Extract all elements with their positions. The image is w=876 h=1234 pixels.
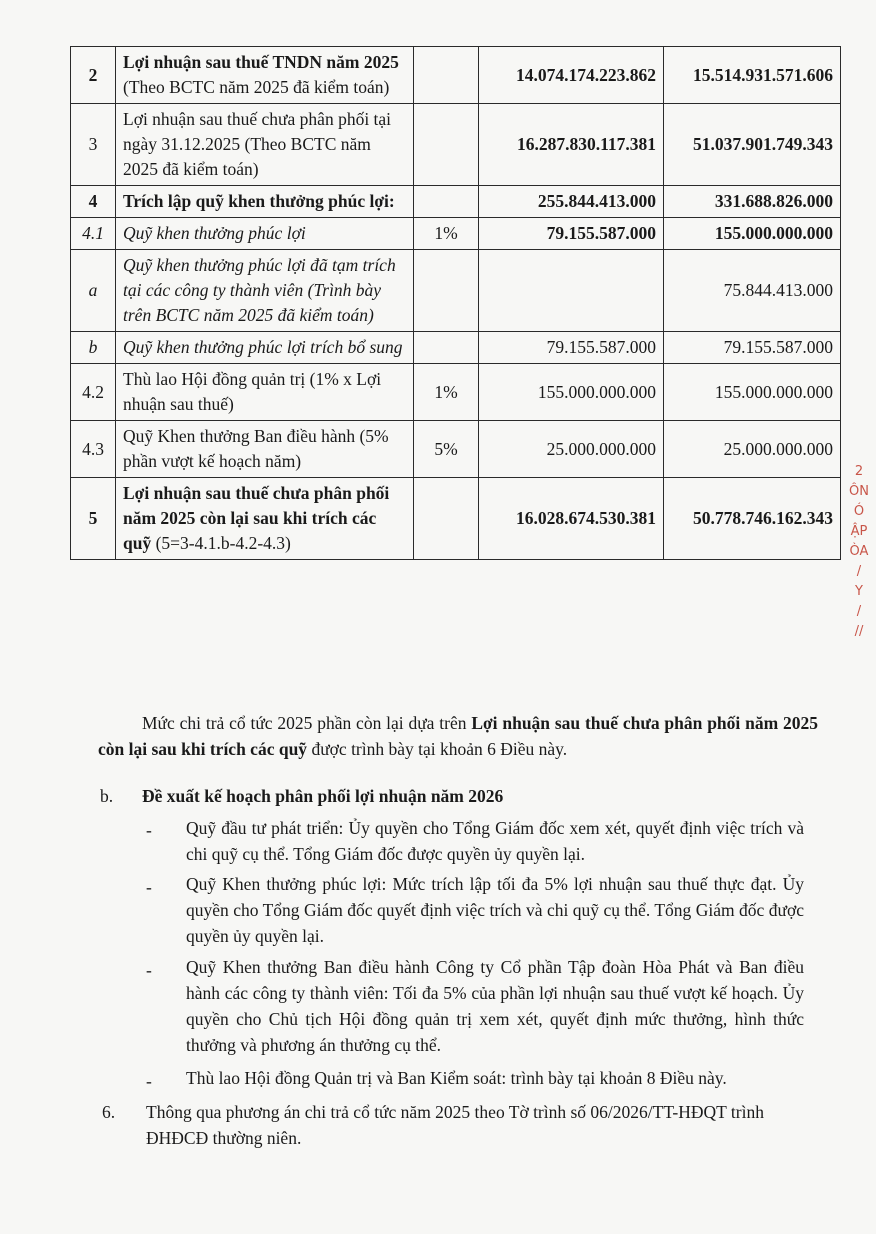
row-item-cell [116, 218, 414, 250]
stamp-glyph: Y [855, 584, 863, 599]
row-item-cell [116, 250, 414, 332]
row-value-total-cell: 331.688.826.000 [664, 186, 841, 218]
table-row [71, 250, 841, 332]
row-item-text: Lợi nhuận sau thuế chưa phân phối năm 2025 còn lại sau khi trích các quỹ [123, 483, 390, 553]
row-number-cell: 4.1 [71, 218, 116, 250]
row-value-total-cell: 15.514.931.571.606 [664, 47, 841, 104]
dividend-paragraph [98, 710, 818, 762]
stamp-glyph: ÒA [849, 544, 869, 559]
row-number-cell: a [71, 250, 116, 332]
section-b-label: b. [100, 786, 114, 806]
table-row [71, 478, 841, 560]
row-value-total-cell: 51.037.901.749.343 [664, 104, 841, 186]
bullet-dash-2: - [146, 877, 152, 897]
row-rate-cell [414, 250, 479, 332]
row-item-note: (Theo BCTC năm 2025 đã kiểm toán) [123, 77, 390, 97]
table-row [71, 364, 841, 421]
row-value-total-cell: 75.844.413.000 [664, 250, 841, 332]
row-item-text: Thù lao Hội đồng quản trị (1% x Lợi nhuận sau thuế) [123, 369, 382, 414]
row-value-total-cell: 25.000.000.000 [664, 421, 841, 478]
row-value-total-cell: 155.000.000.000 [664, 364, 841, 421]
row-rate-cell: 5% [414, 421, 479, 478]
row-value-2025-cell: 255.844.413.000 [479, 186, 664, 218]
row-number-cell: 4.2 [71, 364, 116, 421]
row-number-cell: 5 [71, 478, 116, 560]
row-value-total-cell: 79.155.587.000 [664, 332, 841, 364]
row-item-text: Quỹ Khen thưởng Ban điều hành (5% phần vượt kế hoạch năm) [123, 426, 389, 471]
row-item-cell [116, 47, 414, 104]
row-value-2025-cell: 16.028.674.530.381 [479, 478, 664, 560]
item-6-label: 6. [102, 1102, 116, 1122]
bullet-dash-1: - [146, 820, 152, 840]
bullet-dash-3: - [146, 960, 152, 980]
row-value-2025-cell: 25.000.000.000 [479, 421, 664, 478]
row-item-text: Lợi nhuận sau thuế TNDN năm 2025 [123, 52, 399, 72]
stamp-glyph: ẬP [850, 524, 868, 539]
row-number-cell: 2 [71, 47, 116, 104]
row-item-text: Quỹ khen thưởng phúc lợi đã tạm trích tại các công ty thành viên (Trình bày trên BCTC năm 2025 đã kiểm toán) [123, 255, 396, 325]
table-row [71, 104, 841, 186]
row-rate-cell [414, 104, 479, 186]
row-value-2025-cell: 14.074.174.223.862 [479, 47, 664, 104]
item-6-text: Thông qua phương án chi trả cổ tức năm 2025 theo Tờ trình số 06/2026/TT-HĐQT trình ĐHĐCĐ thường niên. [146, 1102, 764, 1148]
row-item-cell [116, 478, 414, 560]
stamp-glyph: ÔN [849, 484, 869, 499]
bullet-item-2: Quỹ Khen thưởng phúc lợi: Mức trích lập tối đa 5% lợi nhuận sau thuế thực đạt. Ủy quyền cho Tổng Giám đốc quyết định việc trích và chi quỹ cụ thể. Tổng Giám đốc được quyền ủy quyền lại. [186, 874, 804, 946]
row-item-text: Quỹ khen thưởng phúc lợi trích bổ sung [123, 337, 403, 357]
dividend-paragraph-post: được trình bày tại khoản 6 Điều này. [307, 739, 568, 759]
row-value-total-cell: 155.000.000.000 [664, 218, 841, 250]
margin-stamp-mark [848, 462, 870, 639]
row-item-text: Trích lập quỹ khen thưởng phúc lợi: [123, 191, 395, 211]
row-item-cell [116, 104, 414, 186]
row-number-cell: 4.3 [71, 421, 116, 478]
row-rate-cell [414, 332, 479, 364]
dividend-paragraph-pre: Mức chi trả cổ tức 2025 phần còn lại dựa trên [142, 713, 472, 733]
row-item-cell [116, 332, 414, 364]
row-rate-cell [414, 478, 479, 560]
row-number-cell: 3 [71, 104, 116, 186]
row-rate-cell: 1% [414, 218, 479, 250]
stamp-glyph: / [856, 564, 862, 579]
profit-distribution-table [70, 46, 841, 560]
table-row [71, 47, 841, 104]
row-number-cell: b [71, 332, 116, 364]
bullet-item-3: Quỹ Khen thưởng Ban điều hành Công ty Cổ phần Tập đoàn Hòa Phát và Ban điều hành các công ty thành viên: Tối đa 5% của phần lợi nhuận sau thuế vượt kế hoạch. Ủy quyền cho Chủ tịch Hội đồng quản trị xem xét, quyết định mức thưởng, hình thức thưởng và phương án thưởng cụ thể. [186, 957, 804, 1055]
row-rate-cell: 1% [414, 364, 479, 421]
bullet-item-1: Quỹ đầu tư phát triển: Ủy quyền cho Tổng Giám đốc xem xét, quyết định việc trích và chi quỹ cụ thể. Tổng Giám đốc được quyền ủy quyền lại. [186, 818, 804, 864]
stamp-glyph: / [856, 604, 862, 619]
row-rate-cell [414, 47, 479, 104]
row-rate-cell [414, 186, 479, 218]
row-value-2025-cell: 155.000.000.000 [479, 364, 664, 421]
section-b-title: Đề xuất kế hoạch phân phối lợi nhuận năm 2026 [142, 786, 504, 806]
stamp-glyph: Ó [853, 504, 865, 519]
bullet-item-4: Thù lao Hội đồng Quản trị và Ban Kiểm soát: trình bày tại khoản 8 Điều này. [186, 1068, 727, 1088]
dividend-paragraph-bold: Lợi nhuận sau thuế chưa phân phối năm 2025 còn lại sau khi trích các quỹ [98, 713, 818, 759]
row-value-2025-cell [479, 250, 664, 332]
row-item-text: Lợi nhuận sau thuế chưa phân phối tại ngày 31.12.2025 (Theo BCTC năm 2025 đã kiểm toán) [123, 109, 392, 179]
row-value-2025-cell: 79.155.587.000 [479, 218, 664, 250]
row-number-cell: 4 [71, 186, 116, 218]
row-item-cell [116, 186, 414, 218]
row-value-2025-cell: 79.155.587.000 [479, 332, 664, 364]
row-item-note: (5=3-4.1.b-4.2-4.3) [151, 533, 291, 553]
row-value-total-cell: 50.778.746.162.343 [664, 478, 841, 560]
bullet-dash-4: - [146, 1071, 152, 1091]
table-row [71, 421, 841, 478]
row-item-text: Quỹ khen thưởng phúc lợi [123, 223, 306, 243]
table-row [71, 332, 841, 364]
table-row [71, 218, 841, 250]
table-row [71, 186, 841, 218]
stamp-glyph: // [854, 624, 864, 639]
stamp-glyph: 2 [854, 464, 864, 479]
row-item-cell [116, 364, 414, 421]
row-value-2025-cell: 16.287.830.117.381 [479, 104, 664, 186]
row-item-cell [116, 421, 414, 478]
